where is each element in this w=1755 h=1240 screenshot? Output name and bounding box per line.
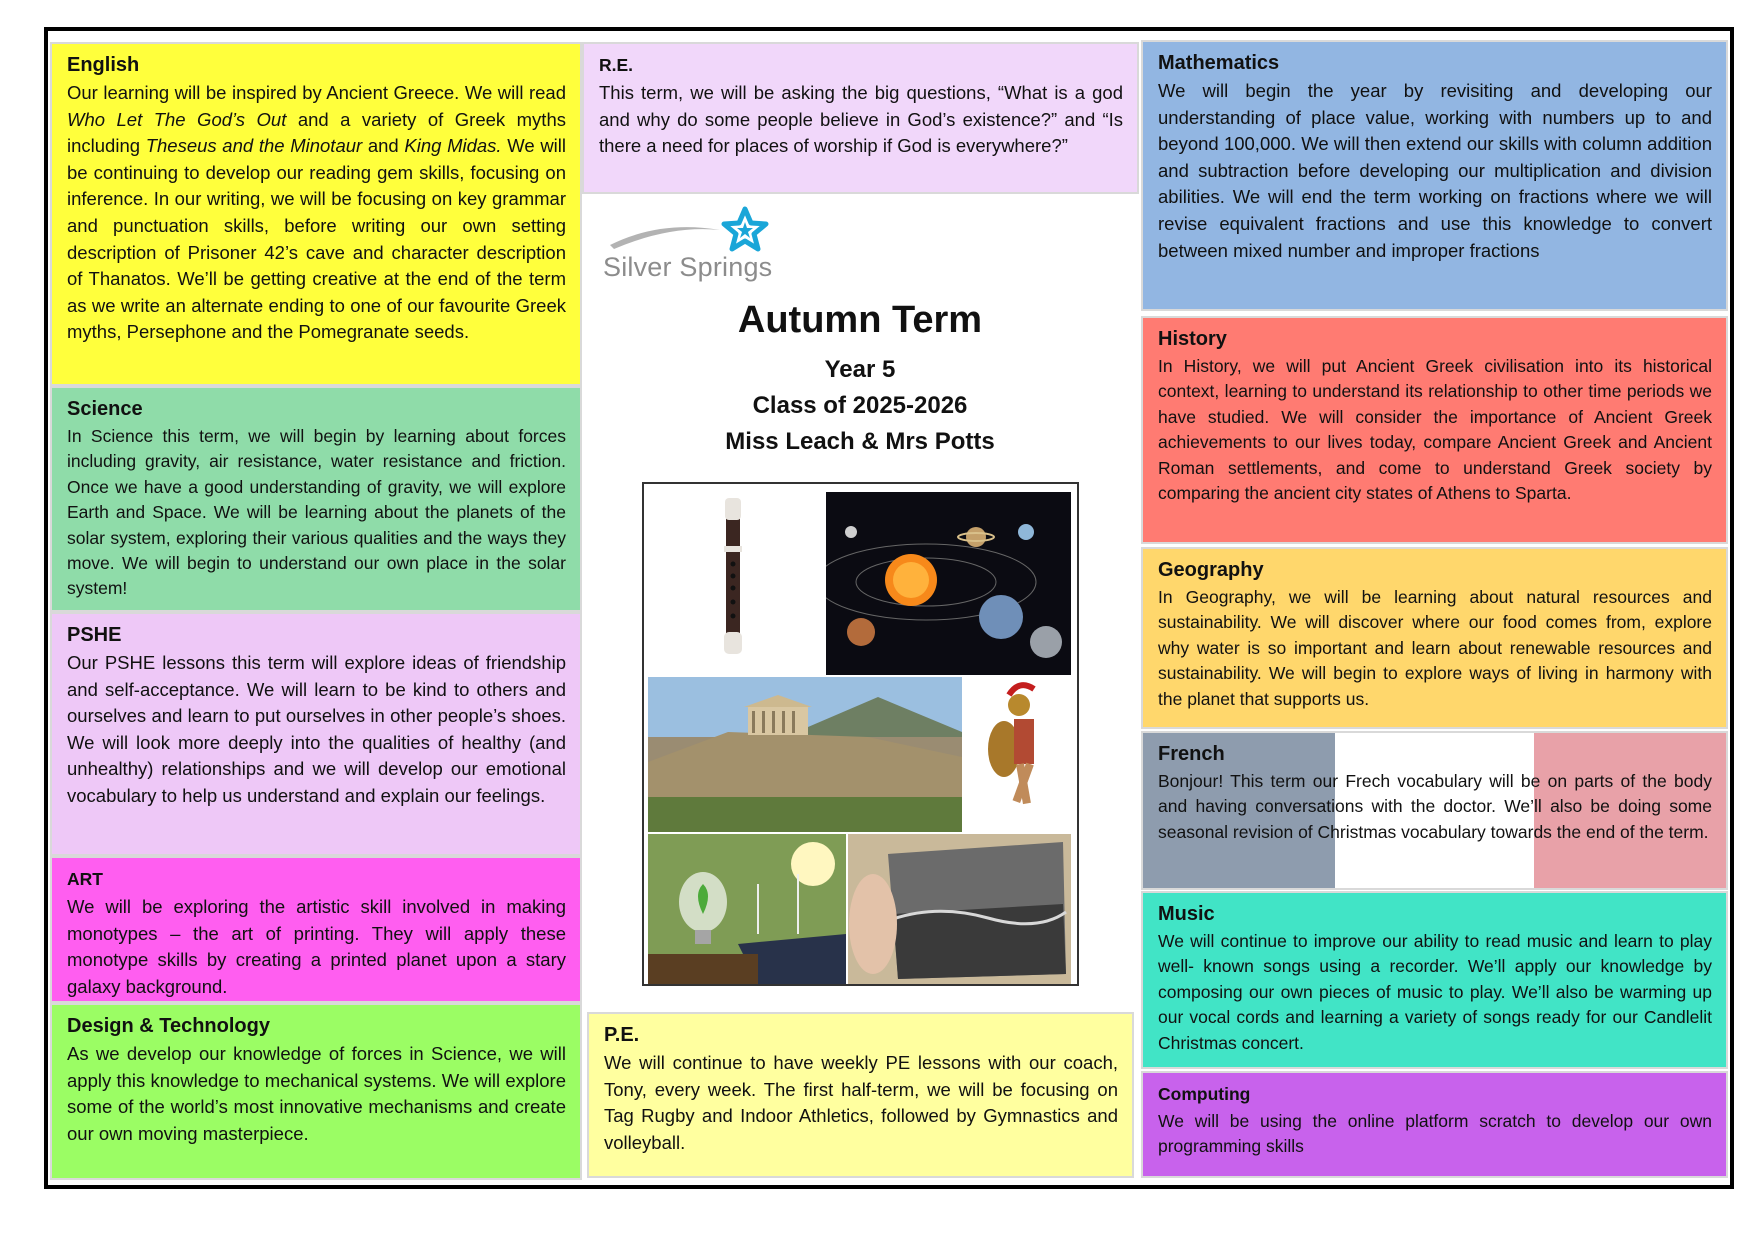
art-title: ART <box>67 869 103 889</box>
music-title: Music <box>1158 903 1215 925</box>
acropolis-image <box>648 677 962 832</box>
science-panel <box>50 386 582 612</box>
mathematics-title: Mathematics <box>1158 52 1280 74</box>
computing-body: We will be using the online platform scratch to develop our own programming skills <box>1158 1111 1712 1157</box>
teacher-names: Miss Leach & Mrs Potts <box>725 428 995 455</box>
pe-panel <box>587 1012 1134 1178</box>
french-panel <box>1141 731 1728 890</box>
history-panel <box>1141 316 1728 544</box>
pe-title: P.E. <box>604 1024 640 1046</box>
pshe-body: Our PSHE lessons this term will explore ideas of friendship and self-acceptance. We will learn to be kind to others and ourselves and learn to put ourselves in other people’s shoes. We will look more deeply into the qualities of healthy (and unhealthy) relationships and we will develop our emotional vocabulary to help us understand and explain our feelings. <box>67 652 566 806</box>
spartan-warrior-image <box>964 677 1071 832</box>
music-panel <box>1141 891 1728 1069</box>
english-book-title: Who Let The God’s Out <box>67 108 287 130</box>
english-text-3: and <box>362 135 405 157</box>
art-body: We will be exploring the artistic skill involved in making monotypes – the art of printing. They will apply these monotype skills by creating a printed planet upon a stary galaxy background. <box>67 896 566 997</box>
design-technology-panel <box>50 1003 582 1180</box>
pshe-panel <box>50 612 582 856</box>
french-title: French <box>1158 743 1225 765</box>
english-panel <box>50 42 582 386</box>
computing-title: Computing <box>1158 1084 1251 1104</box>
renewable-energy-image <box>648 834 846 984</box>
term-title: Autumn Term <box>737 299 983 341</box>
english-title: English <box>67 54 140 76</box>
design-technology-title: Design & Technology <box>67 1015 270 1037</box>
english-text-1: Our learning will be inspired by Ancient Greece. We will read <box>67 82 566 103</box>
pshe-title: PSHE <box>67 624 122 646</box>
recorder-image <box>644 484 824 674</box>
geography-body: In Geography, we will be learning about natural resources and sustainability. We will discover where our food comes from, explore why water is so important and learn about renewable resources and sustainability. We will begin to explore ways of living in harmony with the planet that supports us. <box>1158 587 1712 709</box>
music-body: We will continue to improve our ability to read music and learn to play well- known songs using a recorder. We’ll apply our knowledge by composing our own pieces of music to play. We’ll also be warming up our vocal cords and learning a variety of songs ready for our Candlelit Christmas concert. <box>1158 931 1712 1053</box>
history-title: History <box>1158 328 1227 350</box>
logo-swoosh <box>610 227 720 249</box>
pe-body: We will continue to have weekly PE lessons with our coach, Tony, every week. The first half-term, we will be focusing on Tag Rugby and Indoor Athletics, followed by Gymnastics and volleyball. <box>604 1052 1118 1153</box>
computing-panel <box>1141 1071 1728 1178</box>
history-body: In History, we will put Ancient Greek civilisation into its historical context, learning to understand its relationship to other time periods we have studied. We will consider the importance of Ancient Greek achievements to our lives today, compare Ancient Greek and Ancient Roman settlements, and come to understand Greek society by comparing the ancient city states of Athens to Sparta. <box>1158 356 1712 504</box>
geography-panel <box>1141 547 1728 729</box>
year-group: Year 5 <box>824 356 896 383</box>
star-icon <box>724 209 766 249</box>
class-year: Class of 2025-2026 <box>752 392 968 419</box>
english-body <box>67 80 566 346</box>
logo-text: Silver Springs <box>603 252 773 282</box>
english-text-4: We will be continuing to develop our reading gem skills, focusing on inference. In our writing, we will be focusing on key grammar and punctuation skills, before writing our own setting description of Prisoner 42’s cave and character description of Thanatos. We’ll be getting creative at the end of the term as we write an alternate ending to one of our favourite Greek myths, Persephone and the Pomegranate seeds. <box>67 135 567 343</box>
mathematics-body: We will begin the year by revisiting and developing our understanding of place value, working with numbers up to and beyond 100,000. We will then extend our skills with column addition and subtraction before developing our multiplication and division abilities. We will end the term working on fractions where we will revise equivalent fractions and use this knowledge to convert between mixed number and improper fractions <box>1158 80 1712 261</box>
mathematics-panel <box>1141 40 1728 311</box>
french-body: Bonjour! This term our Frech vocabulary will be on parts of the body and having conversations with the doctor. We’ll also be doing some seasonal revision of Christmas vocabulary towards the end of the term. <box>1158 771 1712 842</box>
re-title: R.E. <box>599 55 634 75</box>
english-myth-title-2: King Midas. <box>404 135 502 157</box>
english-myth-title-1: Theseus and the Minotaur <box>145 135 363 157</box>
re-panel <box>582 42 1139 194</box>
monotype-print-image <box>848 834 1071 984</box>
geography-title: Geography <box>1158 559 1264 581</box>
photo-collage <box>642 482 1079 986</box>
art-panel <box>50 856 582 1003</box>
science-title: Science <box>67 398 143 420</box>
solar-system-image <box>826 492 1071 675</box>
re-body: This term, we will be asking the big questions, “What is a god and why do some people believe in God’s existence?” and “Is there a need for places of worship if God is everywhere?” <box>599 82 1123 157</box>
science-body: In Science this term, we will begin by learning about forces including gravity, air resistance, water resistance and friction. Once we have a good understanding of gravity, we will explore Earth and Space. We will be learning about the planets of the solar system, exploring their various qualities and the ways they move. We will begin to understand our own place in the solar system! <box>67 426 566 599</box>
design-technology-body: As we develop our knowledge of forces in Science, we will apply this knowledge to mechanical systems. We will explore some of the world’s most innovative mechanisms and create our own moving masterpiece. <box>67 1043 566 1144</box>
title-block <box>660 296 1060 460</box>
english-text-2: and a variety of Greek myths including <box>67 108 566 157</box>
